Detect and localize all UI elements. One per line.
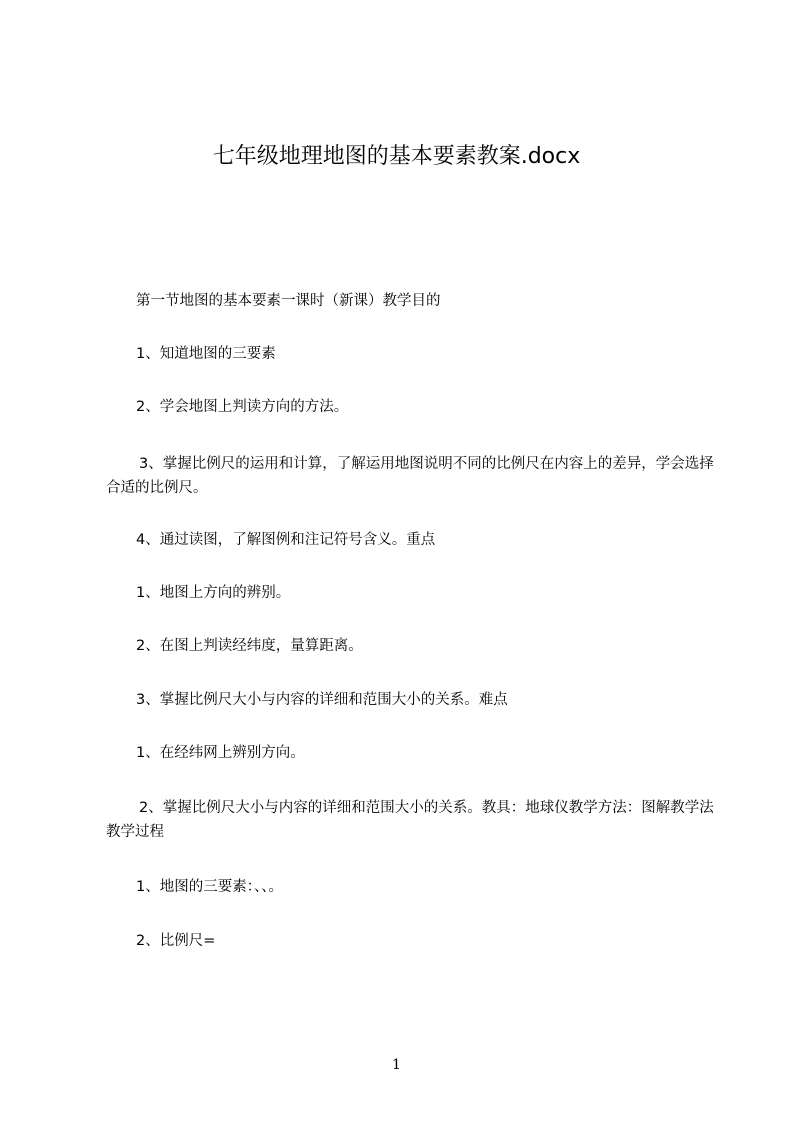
paragraph-process-1: 1、地图的三要素：、、。 [136, 879, 283, 895]
document-title: 七年级地理地图的基本要素教案.docx [212, 144, 581, 169]
paragraph-difficulty-1: 1、在经纬网上辨别方向。 [136, 745, 305, 761]
paragraph-section-heading: 第一节地图的基本要素一课时（新课）教学目的 [136, 293, 441, 309]
paragraph-process-2: 2、比例尺= [136, 933, 216, 949]
paragraph-objective-3: 3、掌握比例尺的运用和计算，了解运用地图说明不同的比例尺在内容上的差异，学会选择合适的比例尺。 [106, 456, 714, 496]
paragraph-objective-2: 2、学会地图上判读方向的方法。 [136, 399, 349, 415]
page-number: 1 [392, 1057, 401, 1073]
paragraph-objective-1: 1、知道地图的三要素 [136, 346, 276, 362]
paragraph-keypoint-3: 3、掌握比例尺大小与内容的详细和范围大小的关系。难点 [136, 692, 508, 708]
paragraph-keypoint-2: 2、在图上判读经纬度，量算距离。 [136, 638, 363, 654]
paragraph-objective-4: 4、通过读图，了解图例和注记符号含义。重点 [136, 532, 436, 548]
paragraph-difficulty-2: 2、掌握比例尺大小与内容的详细和范围大小的关系。教具：地球仪教学方法：图解教学法教学过程 [106, 800, 714, 840]
paragraph-keypoint-1: 1、地图上方向的辨别。 [136, 585, 291, 601]
